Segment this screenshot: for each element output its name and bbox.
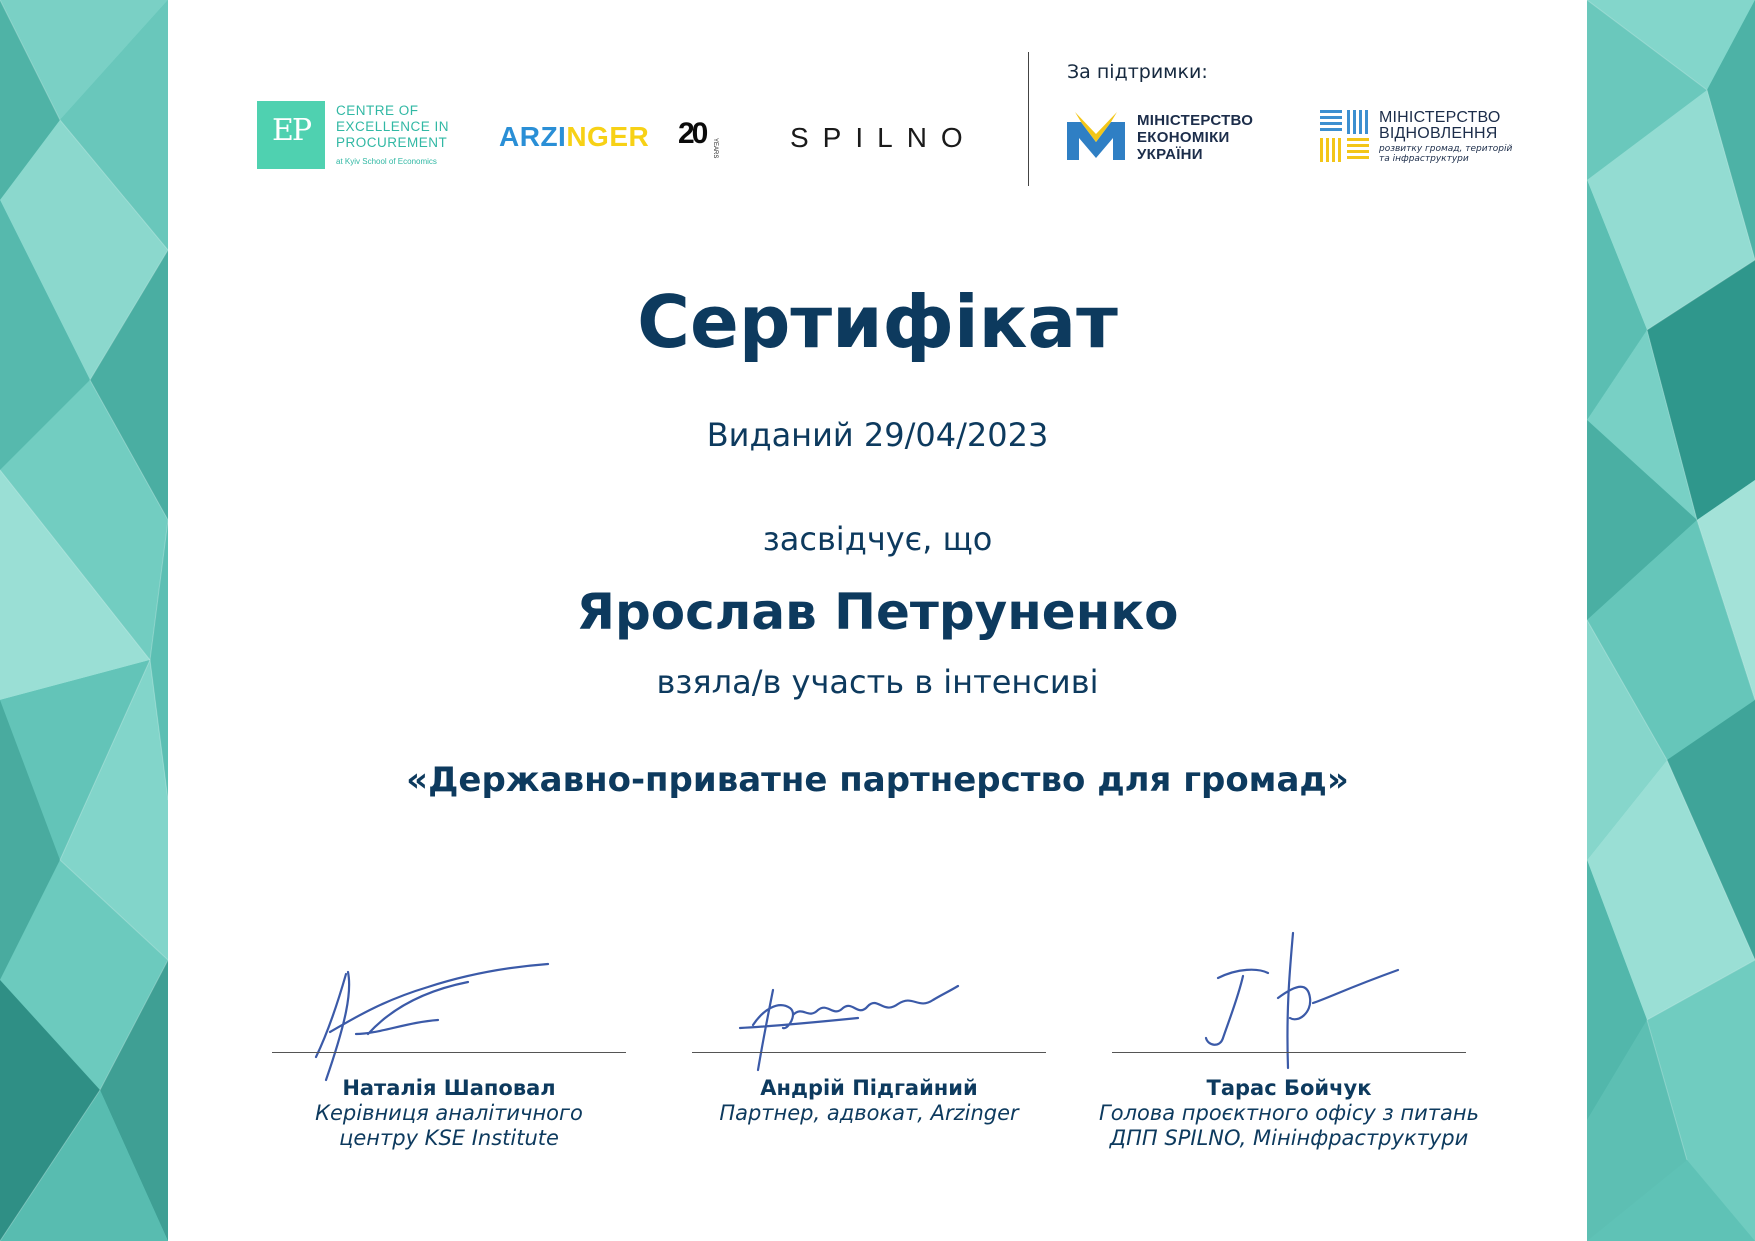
signatory-name: Наталія Шаповал — [342, 1076, 556, 1100]
signatory-role: Голова проєктного офісу з питань — [1099, 1101, 1479, 1125]
cep-logo-name: CENTRE OF EXCELLENCE IN PROCUREMENT — [336, 103, 450, 150]
ministry-economy-emblem — [1067, 112, 1125, 160]
participation-text: взяла/в участь в інтенсиві — [656, 663, 1099, 701]
ministry-restoration-emblem — [1320, 110, 1370, 162]
ministry-restoration-subtitle: розвитку громад, територій та інфраструктури — [1379, 144, 1513, 164]
signatory-role: Керівниця аналітичного — [315, 1101, 583, 1125]
signature-line-1 — [272, 1052, 626, 1053]
left-geometric-border — [0, 0, 168, 1241]
signatory-3 — [1079, 1075, 1499, 1151]
certificate-sheet — [168, 0, 1587, 1241]
ministry-restoration-name: МІНІСТЕРСТВО ВІДНОВЛЕННЯ — [1379, 109, 1501, 142]
issue-date: Виданий 29/04/2023 — [706, 416, 1049, 454]
arzinger-years-label: YEARS — [712, 138, 718, 159]
logo-divider — [1028, 52, 1029, 186]
cep-logo-mark: EP — [257, 101, 325, 169]
signatory-role: центру KSE Institute — [339, 1126, 559, 1150]
signatory-role: Партнер, адвокат, Arzinger — [719, 1101, 1019, 1125]
ministry-economy-name: МІНІСТЕРСТВО ЕКОНОМІКИ УКРАЇНИ — [1137, 112, 1254, 163]
spilno-logo: SPILNO — [790, 122, 977, 153]
recipient-name: Ярослав Петруненко — [576, 583, 1179, 641]
signatory-name: Андрій Підгайний — [760, 1076, 978, 1100]
certifies-text: засвідчує, що — [762, 520, 993, 558]
signatory-role: ДПП SPILNO, Мінінфраструктури — [1109, 1126, 1469, 1150]
course-title: «Державно-приватне партнерство для громад» — [406, 760, 1349, 800]
arzinger-anniversary-mark: 20 — [678, 117, 706, 150]
signature-2 — [738, 970, 998, 1080]
signatory-2 — [659, 1075, 1079, 1126]
signature-line-2 — [692, 1052, 1046, 1053]
signatory-name: Тарас Бойчук — [1206, 1076, 1372, 1100]
arzinger-logo: ARZINGER — [499, 121, 650, 152]
signature-line-3 — [1112, 1052, 1466, 1053]
certificate-title: Сертифікат — [637, 280, 1118, 364]
right-geometric-border — [1587, 0, 1755, 1241]
cep-logo-subtitle: at Kyiv School of Economics — [336, 157, 437, 166]
support-label: За підтримки: — [1067, 61, 1208, 83]
signature-1 — [308, 962, 608, 1092]
signature-3 — [1198, 928, 1418, 1078]
signatory-1 — [239, 1075, 659, 1151]
